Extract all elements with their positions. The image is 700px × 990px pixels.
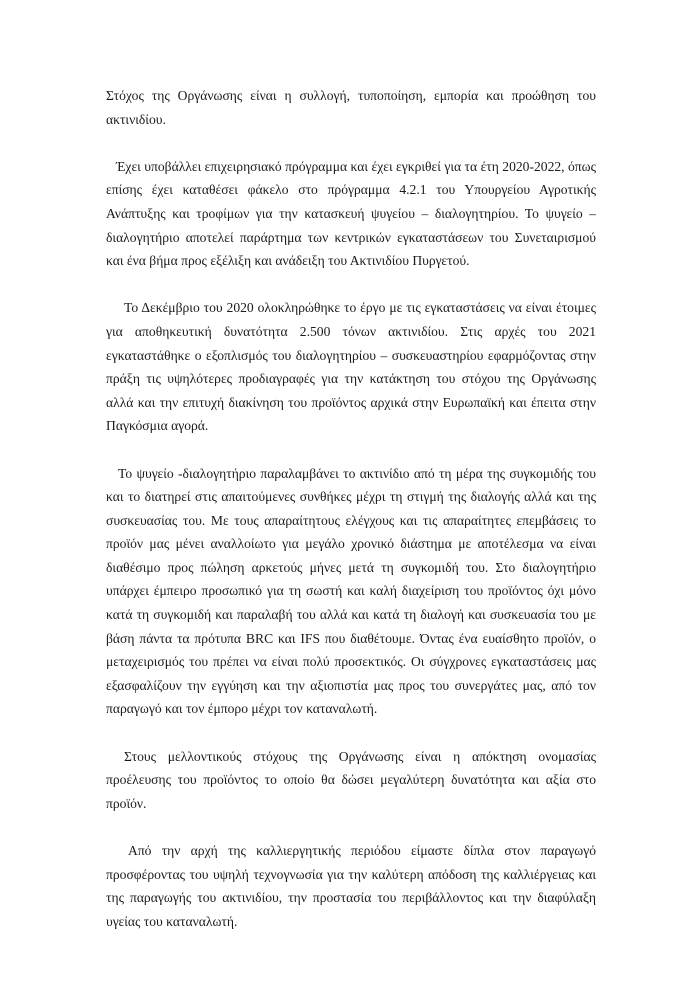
- paragraph-producer-support: Από την αρχή της καλλιεργητικής περιόδου είμαστε δίπλα στον παραγωγό προσφέροντας του υψηλή τεχνογνωσία για την καλύτερη απόδοση της καλλιέργειας και της παραγωγής του ακτινιδίου, την προστασία του περιβάλλοντος και την διαφύλαξη υγείας του καταναλωτή.: [106, 843, 596, 929]
- paragraph-goal: Στόχος της Οργάνωσης είναι η συλλογή, τυποποίηση, εμπορία και προώθηση του ακτινιδίου.: [106, 88, 596, 127]
- paragraph-sorting-facility: Το ψυγείο -διαλογητήριο παραλαμβάνει το ακτινίδιο από τη μέρα της συγκομιδής του και το διατηρεί στις απαιτούμενες συνθήκες μέχρι τη στιγμή της διαλογής αλλά και της συσκευασίας του. Με τους απαραίτητους ελέγχους και τις απαραίτητες επεμβάσεις το προϊόν μας μένει αναλλοίωτο για μεγάλο χρονικό διάστημα με αποτέλεσμα να είναι διαθέσιμο προς πώληση αρκετούς μήνες μετά τη συγκομιδή του. Στο διαλογητήριο υπάρχει έμπειρο προσωπικό για τη σωστή και καλή διαχείριση του προϊόντος όχι μόνο κατά τη συγκομιδή και παραλαβή του αλλά και κατά τη διαλογή και συσκευασία του με βάση πάντα τα πρότυπα BRC και IFS που διαθέτουμε. Όντας ένα ευαίσθητο προϊόν, ο μεταχειρισμός του πρέπει να είναι πολύ προσεκτικός. Οι σύγχρονες εγκαταστάσεις μας εξασφαλίζουν την εγγύηση και την αξιοπιστία μας προς του συνεργάτες μας, από τον παραγωγό και τον έμπορο μέχρι τον καταναλωτή.: [106, 465, 596, 717]
- paragraph-future-goals: Στους μελλοντικούς στόχους της Οργάνωσης είναι η απόκτηση ονομασίας προέλευσης του προϊόντος το οποίο θα δώσει μεγαλύτερη δυνατότητα και αξία στο προϊόν.: [106, 748, 596, 811]
- paragraph-operational-program: Έχει υποβάλλει επιχειρησιακό πρόγραμμα και έχει εγκριθεί για τα έτη 2020-2022, όπως επίσης έχει καταθέσει φάκελο στο πρόγραμμα 4.2.1 του Υπουργείου Αγροτικής Ανάπτυξης και τροφίμων για την κατασκευή ψυγείου – διαλογητηρίου. Το ψυγείο – διαλογητήριο αποτελεί παράρτημα των κεντρικών εγκαταστάσεων του Συνεταιρισμού και ένα βήμα προς εξέλιξη και ανάδειξη του Ακτινιδίου Πυργετού.: [106, 158, 596, 269]
- paragraph-facility-completion: Το Δεκέμβριο του 2020 ολοκληρώθηκε το έργο με τις εγκαταστάσεις να είναι έτοιμες για αποθηκευτική δυνατότητα 2.500 τόνων ακτινιδίου. Στις αρχές του 2021 εγκαταστάθηκε ο εξοπλισμός του διαλογητηρίου – συσκευαστηρίου εφαρμόζοντας στην πράξη τις υψηλότερες προδιαγραφές για την κατάκτηση του στόχου της Οργάνωσης αλλά και την επιτυχή διακίνηση του προϊόντος αρχικά στην Ευρωπαϊκή και έπειτα στην Παγκόσμια αγορά.: [106, 300, 596, 434]
- document-body: [106, 84, 596, 933]
